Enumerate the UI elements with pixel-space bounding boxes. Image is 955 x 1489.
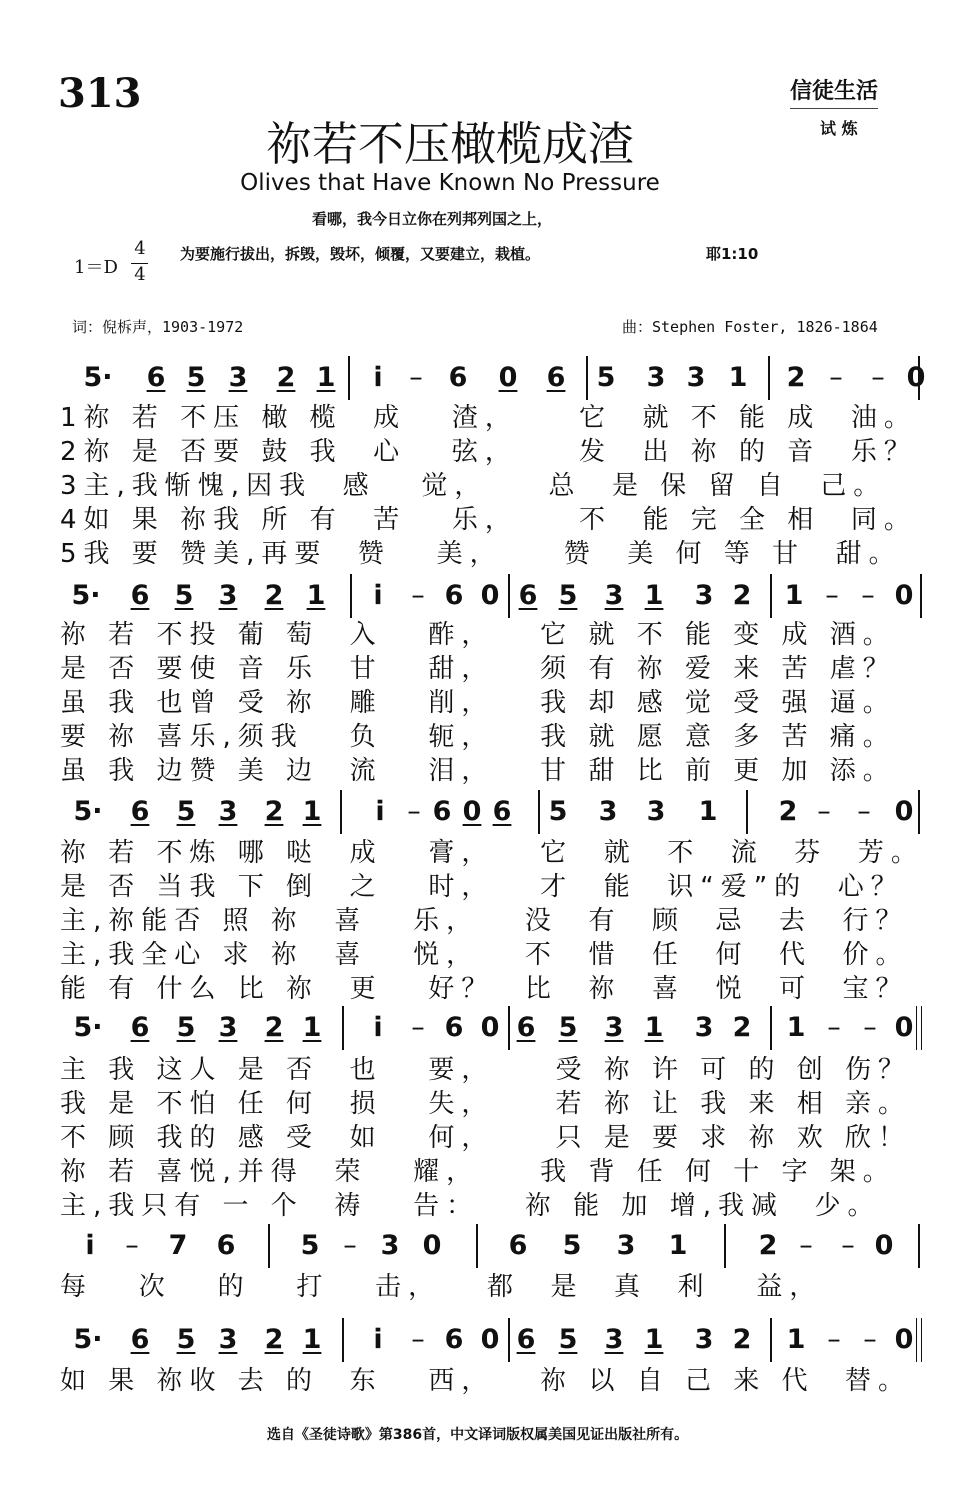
note: 1: [644, 1324, 664, 1355]
note: 0: [422, 1230, 442, 1261]
note: 5·: [73, 796, 103, 827]
bar-line: [586, 356, 588, 400]
notation-row: [73, 790, 918, 836]
copyright-footer: 选自《圣徒诗歌》第386首，中文译词版权属美国见证出版社所有。: [266, 1427, 689, 1443]
bar-line: [508, 1318, 510, 1362]
note: –: [817, 796, 831, 827]
lyric-line: 要 祢 喜乐,须我 负 轭， 我 就 愿 意 多 苦 痛。: [60, 722, 896, 752]
note: 3: [694, 1324, 714, 1355]
note: 5: [558, 1324, 578, 1355]
lyric-line: 祢 若 不投 葡 萄 入 酢， 它 就 不 能 变 成 酒。: [60, 620, 896, 650]
bar-line: [476, 1224, 478, 1268]
category-label: 信徒生活: [790, 74, 878, 109]
note: 2: [758, 1230, 778, 1261]
bar-line: [350, 574, 352, 618]
note: 3: [218, 796, 238, 827]
note: –: [827, 1012, 841, 1043]
note: 2: [264, 1012, 284, 1043]
note: 2: [786, 362, 806, 393]
note: i̇: [85, 1230, 95, 1261]
note: 6: [448, 362, 468, 393]
note: –: [863, 1324, 877, 1355]
notation-row: [78, 356, 926, 402]
lyric-line: 主,我只有 一 个 祷 告： 祢 能 加 增,我减 少。: [60, 1191, 881, 1221]
note: 3: [218, 1324, 238, 1355]
note: –: [861, 580, 875, 611]
subcategory-label: 试 炼: [820, 119, 858, 138]
note: 0: [894, 580, 914, 611]
bar-line: [508, 574, 510, 618]
lyric-line: 祢 若 喜悦,并得 荣 耀， 我 背 任 何 十 字 架。: [60, 1157, 896, 1187]
lyric-line: 祢 若 不炼 哪 哒 成 膏， 它 就 不 流 芬 芳。: [60, 838, 924, 868]
note: 5: [548, 796, 568, 827]
scripture-line-2: 为要施行拔出，拆毁，毁坏，倾覆，又要建立，栽植。: [180, 245, 541, 263]
bar-line: [770, 574, 772, 618]
note: 6: [216, 1230, 236, 1261]
note: 0: [874, 1230, 894, 1261]
note: 1: [786, 1012, 806, 1043]
note: 5·: [71, 580, 101, 611]
note: –: [825, 580, 839, 611]
note: 6: [146, 362, 166, 393]
note: 6: [516, 1324, 536, 1355]
note: 5·: [73, 1324, 103, 1355]
lyric-line: 能 有 什么 比 祢 更 好？ 比 祢 喜 悦 可 宝？: [60, 974, 909, 1004]
note: 2: [264, 796, 284, 827]
note: 3: [604, 1324, 624, 1355]
note: 0: [906, 362, 926, 393]
note: 0: [894, 796, 914, 827]
bar-line: [538, 790, 540, 834]
scripture-reference: 耶1:10: [706, 245, 759, 263]
page-title: 祢若不压橄榄成渣: [266, 117, 634, 171]
note: 0: [498, 362, 518, 393]
double-bar-line: [916, 1006, 922, 1050]
bar-line: [770, 1318, 772, 1362]
notation-row: [78, 1224, 918, 1270]
note: 1: [302, 1012, 322, 1043]
note: i̇: [373, 580, 383, 611]
bar-line: [348, 356, 350, 400]
note: 2: [732, 580, 752, 611]
note: –: [863, 1012, 877, 1043]
time-signature-bottom: 4: [134, 264, 146, 285]
note: 3: [616, 1230, 636, 1261]
note: 1: [728, 362, 748, 393]
note: 6: [432, 796, 452, 827]
lyric-line: 如 果 祢收 去 的 东 西， 祢 以 自 己 来 代 替。: [60, 1366, 912, 1396]
notation-row: [73, 1318, 918, 1364]
note: 3: [604, 1012, 624, 1043]
note: 6: [546, 362, 566, 393]
bar-line: [508, 1006, 510, 1050]
lyric-line: 虽 我 边赞 美 边 流 泪， 甘 甜 比 前 更 加 添。: [60, 756, 896, 786]
note: 5: [176, 1324, 196, 1355]
bar-line: [920, 574, 922, 618]
note: 2: [264, 580, 284, 611]
note: 2: [732, 1324, 752, 1355]
note: 5: [558, 1012, 578, 1043]
note: 1: [306, 580, 326, 611]
note: 3: [646, 796, 666, 827]
note: –: [411, 1324, 425, 1355]
note: 7: [168, 1230, 188, 1261]
note: 6: [130, 1012, 150, 1043]
note: 1: [644, 1012, 664, 1043]
note: 1: [644, 580, 664, 611]
note: 6: [518, 580, 538, 611]
note: –: [799, 1230, 813, 1261]
note: –: [827, 1324, 841, 1355]
lyric-line: 2祢 是 否要 鼓 我 心 弦， 发 出 祢 的 音 乐？: [60, 437, 917, 467]
bar-line: [918, 790, 920, 834]
lyric-line: 每 次 的 打 击， 都 是 真 利 益，: [60, 1272, 823, 1302]
note: 6: [508, 1230, 528, 1261]
note: 1: [302, 1324, 322, 1355]
note: 1: [784, 580, 804, 611]
notation-row: [73, 1006, 918, 1052]
note: 0: [480, 1012, 500, 1043]
note: 3: [228, 362, 248, 393]
lyric-line: 主,祢能否 照 祢 喜 乐， 没 有 顾 忌 去 行？: [60, 906, 909, 936]
bar-line: [746, 790, 748, 834]
note: 3: [218, 1012, 238, 1043]
note: 6: [492, 796, 512, 827]
lyric-line: 主 我 这人 是 否 也 要， 受 祢 许 可 的 创 伤？: [60, 1055, 912, 1085]
composer-credit: 曲：Stephen Foster, 1826-1864: [622, 318, 878, 336]
bar-line: [342, 1318, 344, 1362]
note: –: [409, 362, 423, 393]
note: i̇: [373, 1324, 383, 1355]
note: 5: [174, 580, 194, 611]
note: 5: [562, 1230, 582, 1261]
note: 0: [480, 1324, 500, 1355]
note: 6: [516, 1012, 536, 1043]
bar-line: [342, 1006, 344, 1050]
note: 3: [694, 1012, 714, 1043]
note: 5: [558, 580, 578, 611]
lyric-line: 1祢 若 不压 橄 榄 成 渣， 它 就 不 能 成 油。: [60, 403, 917, 433]
scripture-line-1: 看哪，我今日立你在列邦列国之上，: [312, 210, 553, 228]
note: i̇: [373, 1012, 383, 1043]
note: 3: [694, 580, 714, 611]
notation-row: [71, 574, 918, 620]
bar-line: [918, 356, 920, 400]
note: 3: [598, 796, 618, 827]
lyric-line: 4如 果 祢我 所 有 苦 乐， 不 能 完 全 相 同。: [60, 505, 917, 535]
note: 5: [176, 796, 196, 827]
lyric-line: 是 否 当我 下 倒 之 时， 才 能 识“爱”的 心？: [60, 872, 904, 902]
time-signature-top: 4: [134, 238, 146, 259]
note: 2: [778, 796, 798, 827]
note: 3: [380, 1230, 400, 1261]
note: –: [857, 796, 871, 827]
note: 1: [668, 1230, 688, 1261]
note: 3: [218, 580, 238, 611]
bar-line: [918, 1224, 920, 1268]
lyricist-credit: 词：倪柝声，1903-1972: [72, 318, 244, 336]
note: 5: [300, 1230, 320, 1261]
note: 0: [480, 580, 500, 611]
note: 6: [444, 580, 464, 611]
note: 6: [130, 1324, 150, 1355]
lyric-line: 我 是 不怕 任 何 损 失， 若 祢 让 我 来 相 亲。: [60, 1089, 912, 1119]
note: 2: [276, 362, 296, 393]
note: 0: [894, 1012, 914, 1043]
note: 5·: [83, 362, 113, 393]
note: 1: [786, 1324, 806, 1355]
note: 5: [596, 362, 616, 393]
note: –: [829, 362, 843, 393]
lyric-line: 是 否 要使 音 乐 甘 甜， 须 有 祢 爱 来 苦 虐？: [60, 654, 896, 684]
note: –: [125, 1230, 139, 1261]
note: 0: [894, 1324, 914, 1355]
bar-line: [724, 1224, 726, 1268]
lyric-line: 不 顾 我的 感 受 如 何， 只 是 要 求 祢 欢 欣！: [60, 1123, 912, 1153]
note: 5: [176, 1012, 196, 1043]
bar-line: [770, 1006, 772, 1050]
double-bar-line: [916, 1318, 922, 1362]
note: 5: [186, 362, 206, 393]
note: i̇: [373, 362, 383, 393]
note: 6: [444, 1324, 464, 1355]
note: 3: [646, 362, 666, 393]
note: –: [841, 1230, 855, 1261]
note: 2: [732, 1012, 752, 1043]
note: 1: [302, 796, 322, 827]
note: 5·: [73, 1012, 103, 1043]
note: –: [343, 1230, 357, 1261]
note: –: [411, 1012, 425, 1043]
lyric-line: 虽 我 也曾 受 祢 雕 削， 我 却 感 觉 受 强 逼。: [60, 688, 896, 718]
note: 2: [264, 1324, 284, 1355]
bar-line: [340, 790, 342, 834]
hymn-number: 313: [58, 70, 142, 117]
english-title: Olives that Have Known No Pressure: [240, 170, 660, 196]
note: 1: [698, 796, 718, 827]
note: 6: [444, 1012, 464, 1043]
note: 1: [316, 362, 336, 393]
key-signature: 1＝D: [74, 257, 118, 278]
bar-line: [268, 1224, 270, 1268]
note: 3: [604, 580, 624, 611]
note: 6: [130, 580, 150, 611]
lyric-line: 3主,我惭愧,因我 感 觉， 总 是 保 留 自 己。: [60, 471, 887, 501]
lyric-line: 5我 要 赞美,再要 赞 美， 赞 美 何 等 甘 甜。: [60, 539, 902, 569]
note: –: [871, 362, 885, 393]
note: –: [407, 796, 421, 827]
note: i̇: [375, 796, 385, 827]
note: 3: [686, 362, 706, 393]
lyric-line: 主,我全心 求 祢 喜 悦， 不 惜 任 何 代 价。: [60, 940, 909, 970]
note: 6: [130, 796, 150, 827]
note: –: [411, 580, 425, 611]
bar-line: [768, 356, 770, 400]
note: 0: [462, 796, 482, 827]
